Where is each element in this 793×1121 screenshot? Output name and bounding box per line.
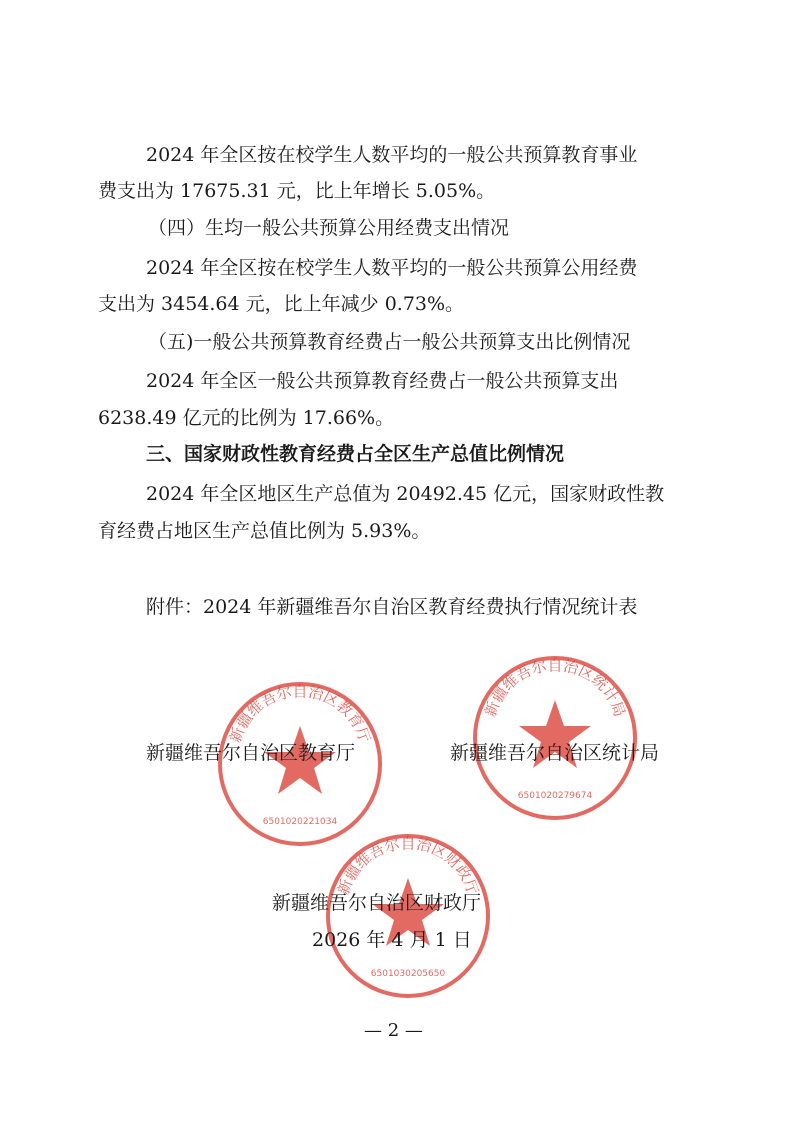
svg-text:6501030205650: 6501030205650 xyxy=(370,969,446,979)
signature-education-department: 新疆维吾尔自治区教育厅 xyxy=(146,742,356,764)
svg-text:新疆维吾尔自治区财政厅: 新疆维吾尔自治区财政厅 xyxy=(334,834,482,898)
paragraph-2-line-1: 2024 年全区按在校学生人数平均的一般公共预算公用经费 xyxy=(146,257,638,279)
paragraph-4-line-2: 育经费占地区生产总值比例为 5.93%。 xyxy=(98,520,431,542)
paragraph-2-line-2: 支出为 3454.64 元，比上年减少 0.73%。 xyxy=(98,293,465,315)
paragraph-1-line-2: 费支出为 17675.31 元，比上年增长 5.05%。 xyxy=(98,180,496,202)
paragraph-3-line-2: 6238.49 亿元的比例为 17.66%。 xyxy=(98,407,395,429)
svg-text:6501020279674: 6501020279674 xyxy=(517,791,593,801)
signature-date: 2026 年 4 月 1 日 xyxy=(312,929,472,951)
statistics-bureau-seal xyxy=(465,648,645,828)
svg-text:新疆维吾尔自治区教育厅: 新疆维吾尔自治区教育厅 xyxy=(226,682,374,746)
section-3-heading: 三、国家财政性教育经费占全区生产总值比例情况 xyxy=(146,443,565,465)
signature-statistics-bureau: 新疆维吾尔自治区统计局 xyxy=(450,742,660,764)
paragraph-4-line-1: 2024 年全区地区生产总值为 20492.45 亿元，国家财政性教 xyxy=(146,483,665,505)
subheading-4: （四）生均一般公共预算公用经费支出情况 xyxy=(148,217,510,239)
paragraph-3-line-1: 2024 年全区一般公共预算教育经费占一般公共预算支出 xyxy=(146,370,619,392)
attachment-note: 附件：2024 年新疆维吾尔自治区教育经费执行情况统计表 xyxy=(146,596,638,618)
page-number: — 2 — xyxy=(364,1020,423,1041)
svg-text:新疆维吾尔自治区统计局: 新疆维吾尔自治区统计局 xyxy=(481,656,629,720)
svg-text:6501020221034: 6501020221034 xyxy=(262,817,338,827)
subheading-5: （五)一般公共预算教育经费占一般公共预算支出比例情况 xyxy=(148,331,631,353)
paragraph-1-line-1: 2024 年全区按在校学生人数平均的一般公共预算教育事业 xyxy=(146,144,638,166)
finance-department-seal xyxy=(318,826,498,1006)
signature-finance-department: 新疆维吾尔自治区财政厅 xyxy=(272,892,482,914)
